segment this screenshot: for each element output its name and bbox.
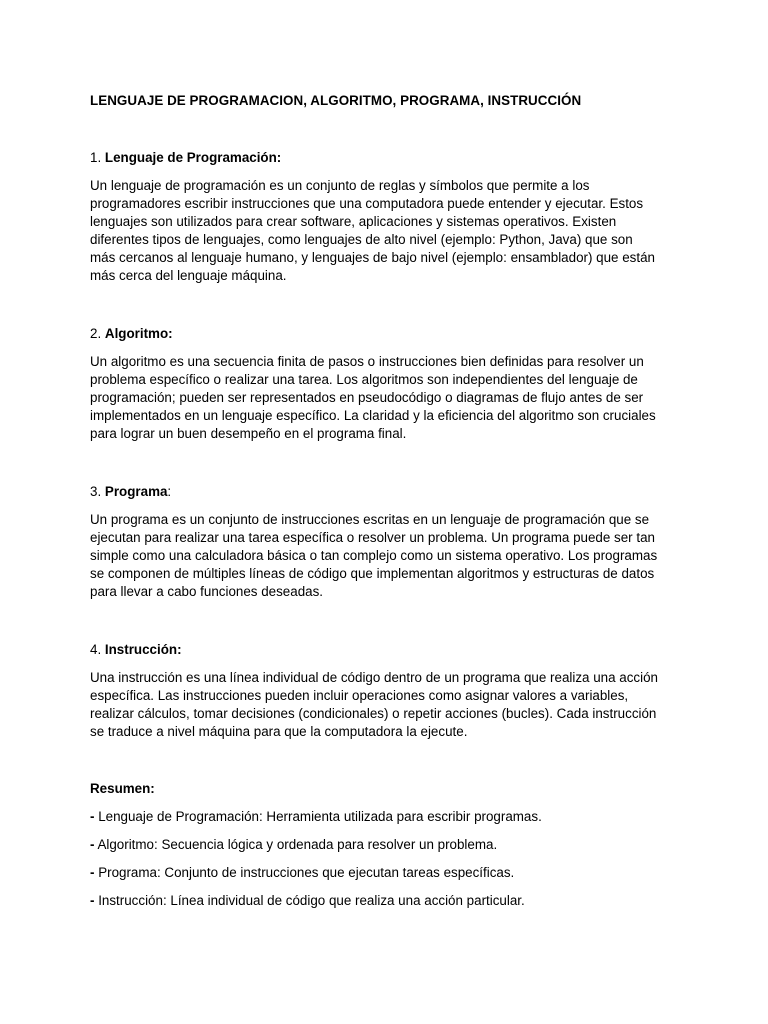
- section-heading: [90, 149, 690, 167]
- bullet-dash: -: [90, 865, 95, 880]
- paragraph-line: se componen de múltiples líneas de código que implementan algoritmos y estructuras de datos: [90, 566, 655, 581]
- paragraph-line: problema específico o realizar una tarea. Los algoritmos son independientes del lenguaje de: [90, 372, 638, 387]
- paragraph-line: Una instrucción es una línea individual de código dentro de un programa que realiza una acción: [90, 670, 658, 685]
- summary-item: [90, 808, 690, 826]
- summary-title: Resumen:: [90, 781, 155, 796]
- section-paragraph: [90, 669, 690, 741]
- paragraph-line: Un programa es un conjunto de instrucciones escritas en un lenguaje de programación que se: [90, 512, 650, 527]
- section-lenguaje: [90, 149, 690, 285]
- document-page: [90, 92, 690, 920]
- bullet-dash: -: [90, 837, 95, 852]
- section-number: 3.: [90, 484, 102, 499]
- paragraph-line: lenguajes son utilizados para crear software, aplicaciones y sistemas operativos. Existen: [90, 214, 617, 229]
- paragraph-line: programación; pueden ser representados en pseudocódigo o diagramas de flujo antes de ser: [90, 390, 644, 405]
- section-number: 1.: [90, 150, 102, 165]
- paragraph-line: más cercanos al lenguaje humano, y lenguajes de bajo nivel (ejemplo: ensamblador) que están: [90, 250, 655, 265]
- section-heading: [90, 325, 690, 343]
- paragraph-line: simple como una calculadora básica o tan complejo como un sistema operativo. Los programas: [90, 548, 658, 563]
- paragraph-line: realizar cálculos, tomar decisiones (condicionales) o repetir acciones (bucles). Cada instrucción: [90, 706, 657, 721]
- section-instruccion: [90, 641, 690, 741]
- paragraph-line: Un lenguaje de programación es un conjunto de reglas y símbolos que permite a los: [90, 178, 590, 193]
- section-title: Algoritmo:: [104, 326, 173, 341]
- section-paragraph: [90, 511, 690, 601]
- section-title: Programa: [104, 484, 168, 499]
- paragraph-line: Un algoritmo es una secuencia finita de pasos o instrucciones bien definidas para resolver un: [90, 354, 644, 369]
- paragraph-line: se traduce a nivel máquina para que la computadora la ejecute.: [90, 724, 468, 739]
- paragraph-line: implementados en un lenguaje específico. La claridad y la eficiencia del algoritmo son cruciales: [90, 408, 656, 423]
- section-title: Lenguaje de Programación:: [104, 150, 282, 165]
- paragraph-line: para llevar a cabo funciones deseadas.: [90, 584, 324, 599]
- section-heading: [90, 483, 690, 501]
- section-paragraph: [90, 353, 690, 443]
- summary-item-text: Algoritmo: Secuencia lógica y ordenada para resolver un problema.: [94, 837, 498, 852]
- section-paragraph: [90, 177, 690, 285]
- section-number: 2.: [90, 326, 102, 341]
- bullet-dash: -: [90, 809, 95, 824]
- section-programa: [90, 483, 690, 601]
- summary-item-text: Instrucción: Línea individual de código que realiza una acción particular.: [94, 893, 525, 908]
- paragraph-line: programadores escribir instrucciones que una computadora puede entender y ejecutar. Estos: [90, 196, 644, 211]
- paragraph-line: para lograr un buen desempeño en el programa final.: [90, 426, 407, 441]
- paragraph-line: ejecutan para realizar una tarea específica o resolver un problema. Un programa puede ser tan: [90, 530, 655, 545]
- section-suffix: :: [167, 484, 172, 499]
- summary-item: [90, 836, 690, 854]
- summary-item: [90, 864, 690, 882]
- bullet-dash: -: [90, 893, 95, 908]
- paragraph-line: más cerca del lenguaje máquina.: [90, 268, 287, 283]
- summary-section: [90, 780, 690, 910]
- summary-item: [90, 892, 690, 910]
- section-heading: [90, 641, 690, 659]
- paragraph-line: diferentes tipos de lenguajes, como lenguajes de alto nivel (ejemplo: Python, Java) que son: [90, 232, 633, 247]
- section-number: 4.: [90, 642, 102, 657]
- summary-item-text: Programa: Conjunto de instrucciones que ejecutan tareas específicas.: [94, 865, 515, 880]
- section-algoritmo: [90, 325, 690, 443]
- paragraph-line: específica. Las instrucciones pueden incluir operaciones como asignar valores a variables,: [90, 688, 629, 703]
- section-title: Instrucción:: [104, 642, 182, 657]
- summary-item-text: Lenguaje de Programación: Herramienta utilizada para escribir programas.: [94, 809, 542, 824]
- document-title: LENGUAJE DE PROGRAMACION, ALGORITMO, PROGRAMA, INSTRUCCIÓN: [90, 93, 582, 108]
